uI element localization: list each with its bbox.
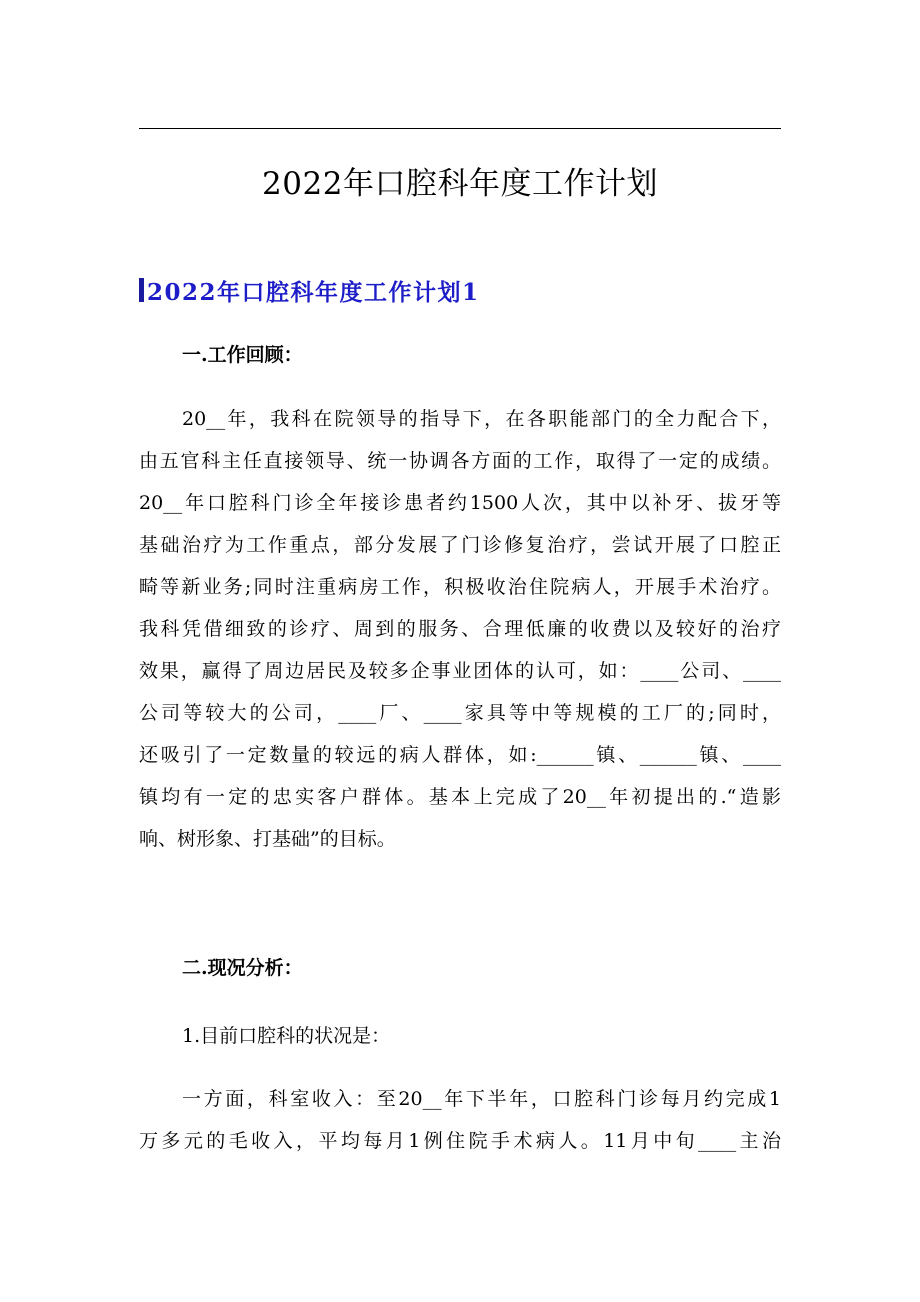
paragraph-line: 由五官科主任直接领导、统一协调各方面的工作，取得了一定的成绩。 <box>139 450 781 472</box>
document-title: 2022年口腔科年度工作计划 <box>262 166 658 202</box>
section-heading-text: 2022年口腔科年度工作计划1 <box>147 278 480 306</box>
paragraph-line: 畸等新业务;同时注重病房工作，积极收治住院病人，开展手术治疗。 <box>139 576 781 598</box>
paragraph-line: 公司等较大的公司，____厂、____家具等中等规模的工厂的;同时， <box>139 702 781 724</box>
section-heading <box>139 270 480 310</box>
paragraph-line: 我科凭借细致的诊疗、周到的服务、合理低廉的收费以及较好的治疗 <box>139 618 781 640</box>
paragraph-work-review <box>139 398 781 860</box>
paragraph-line: 20__年口腔科门诊全年接诊患者约1500人次，其中以补牙、拔牙等 <box>139 492 781 514</box>
paragraph-line: 万多元的毛收入，平均每月1例住院手术病人。11月中旬____主治 <box>139 1130 781 1152</box>
paragraph-line: 效果，赢得了周边居民及较多企事业团体的认可，如：____公司、____ <box>139 660 781 682</box>
paragraph-line: 镇均有一定的忠实客户群体。基本上完成了20__年初提出的.“造影 <box>139 786 781 808</box>
heading-marker-bar <box>139 278 144 302</box>
header-rule <box>139 128 781 129</box>
paragraph-line: 响、树形象、打基础”的目标。 <box>139 828 396 850</box>
paragraph-line: 20__年，我科在院领导的指导下，在各职能部门的全力配合下， <box>182 408 781 430</box>
paragraph-status-detail <box>139 1078 781 1162</box>
paragraph-line: 还吸引了一定数量的较远的病人群体，如:______镇、______镇、____ <box>139 744 781 766</box>
sub-heading-work-review: 一.工作回顾： <box>182 344 303 366</box>
paragraph-line: 一方面，科室收入：至20__年下半年，口腔科门诊每月约完成1 <box>182 1088 781 1110</box>
sub-heading-status-analysis: 二.现况分析： <box>182 957 303 979</box>
paragraph-line: 基础治疗为工作重点，部分发展了门诊修复治疗，尝试开展了口腔正 <box>139 534 781 556</box>
list-item-current-status: 1.目前口腔科的状况是： <box>182 1025 391 1047</box>
